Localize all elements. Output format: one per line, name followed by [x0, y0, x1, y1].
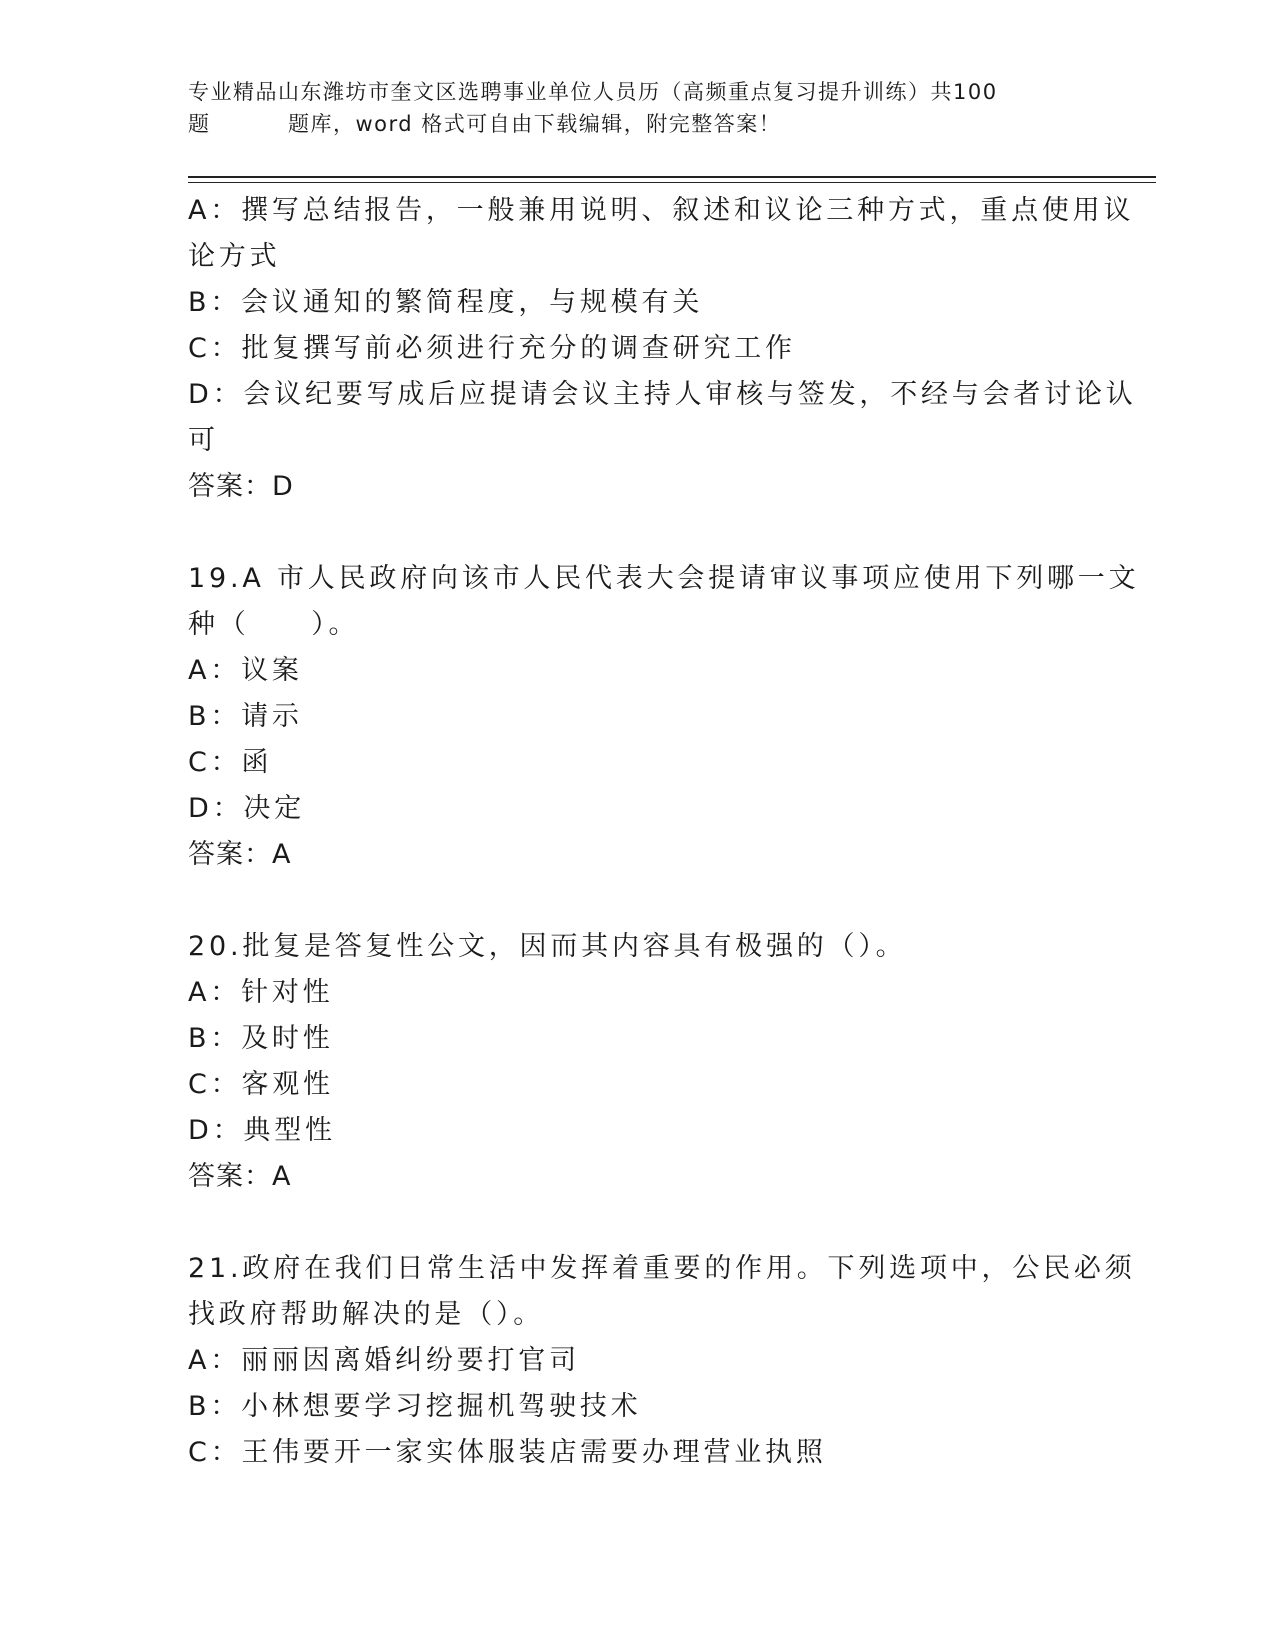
question-stem: 19.A 市人民政府向该市人民代表大会提请审议事项应使用下列哪一文	[188, 563, 1140, 594]
question-stem-continued: 种（ ）。	[188, 609, 360, 640]
header-title-line-2	[188, 108, 1088, 140]
option-d: D：典型性	[188, 1115, 336, 1146]
question-21-block	[188, 1246, 1136, 1476]
header-divider-thin	[188, 182, 1156, 183]
option-b: B：及时性	[188, 1023, 334, 1054]
option-c: C：王伟要开一家实体服装店需要办理营业执照	[188, 1437, 827, 1468]
question-stem: 20.批复是答复性公文，因而其内容具有极强的（）。	[188, 931, 907, 962]
document-header	[188, 76, 1088, 140]
option-d: D：会议纪要写成后应提请会议主持人审核与签发，不经与会者讨论认	[188, 379, 1137, 410]
question-19-block	[188, 556, 1140, 878]
option-a: A：议案	[188, 655, 303, 686]
header-title-line-1: 专业精品山东潍坊市奎文区选聘事业单位人员历（高频重点复习提升训练）共100	[188, 80, 998, 104]
question-separator	[188, 1200, 1088, 1246]
question-20-block	[188, 924, 1088, 1200]
header-title-fragment: 题	[188, 112, 211, 136]
option-b: B：小林想要学习挖掘机驾驶技术	[188, 1391, 642, 1422]
question-separator	[188, 878, 1088, 924]
header-title-fragment: 题库，word 格式可自由下载编辑，附完整答案！	[288, 112, 782, 136]
option-a: A：丽丽因离婚纠纷要打官司	[188, 1345, 580, 1376]
option-b: B：请示	[188, 701, 303, 732]
question-stem: 21.政府在我们日常生活中发挥着重要的作用。下列选项中，公民必须	[188, 1253, 1136, 1284]
question-18-block	[188, 188, 1137, 510]
option-c: C：函	[188, 747, 273, 778]
answer-line: 答案：D	[188, 471, 294, 502]
answer-line: 答案：A	[188, 839, 292, 870]
question-separator	[188, 510, 1088, 556]
option-d-continued: 可	[188, 425, 219, 456]
answer-line: 答案：A	[188, 1161, 292, 1192]
option-c: C：批复撰写前必须进行充分的调查研究工作	[188, 333, 796, 364]
option-a: A：撰写总结报告，一般兼用说明、叙述和议论三种方式，重点使用议	[188, 195, 1135, 226]
question-list	[188, 188, 1140, 1476]
option-c: C：客观性	[188, 1069, 334, 1100]
option-a: A：针对性	[188, 977, 334, 1008]
option-a-continued: 论方式	[188, 241, 281, 272]
header-divider-thick	[188, 176, 1156, 178]
question-stem-continued: 找政府帮助解决的是（）。	[188, 1299, 545, 1330]
option-b: B：会议通知的繁简程度，与规模有关	[188, 287, 704, 318]
option-d: D：决定	[188, 793, 305, 824]
